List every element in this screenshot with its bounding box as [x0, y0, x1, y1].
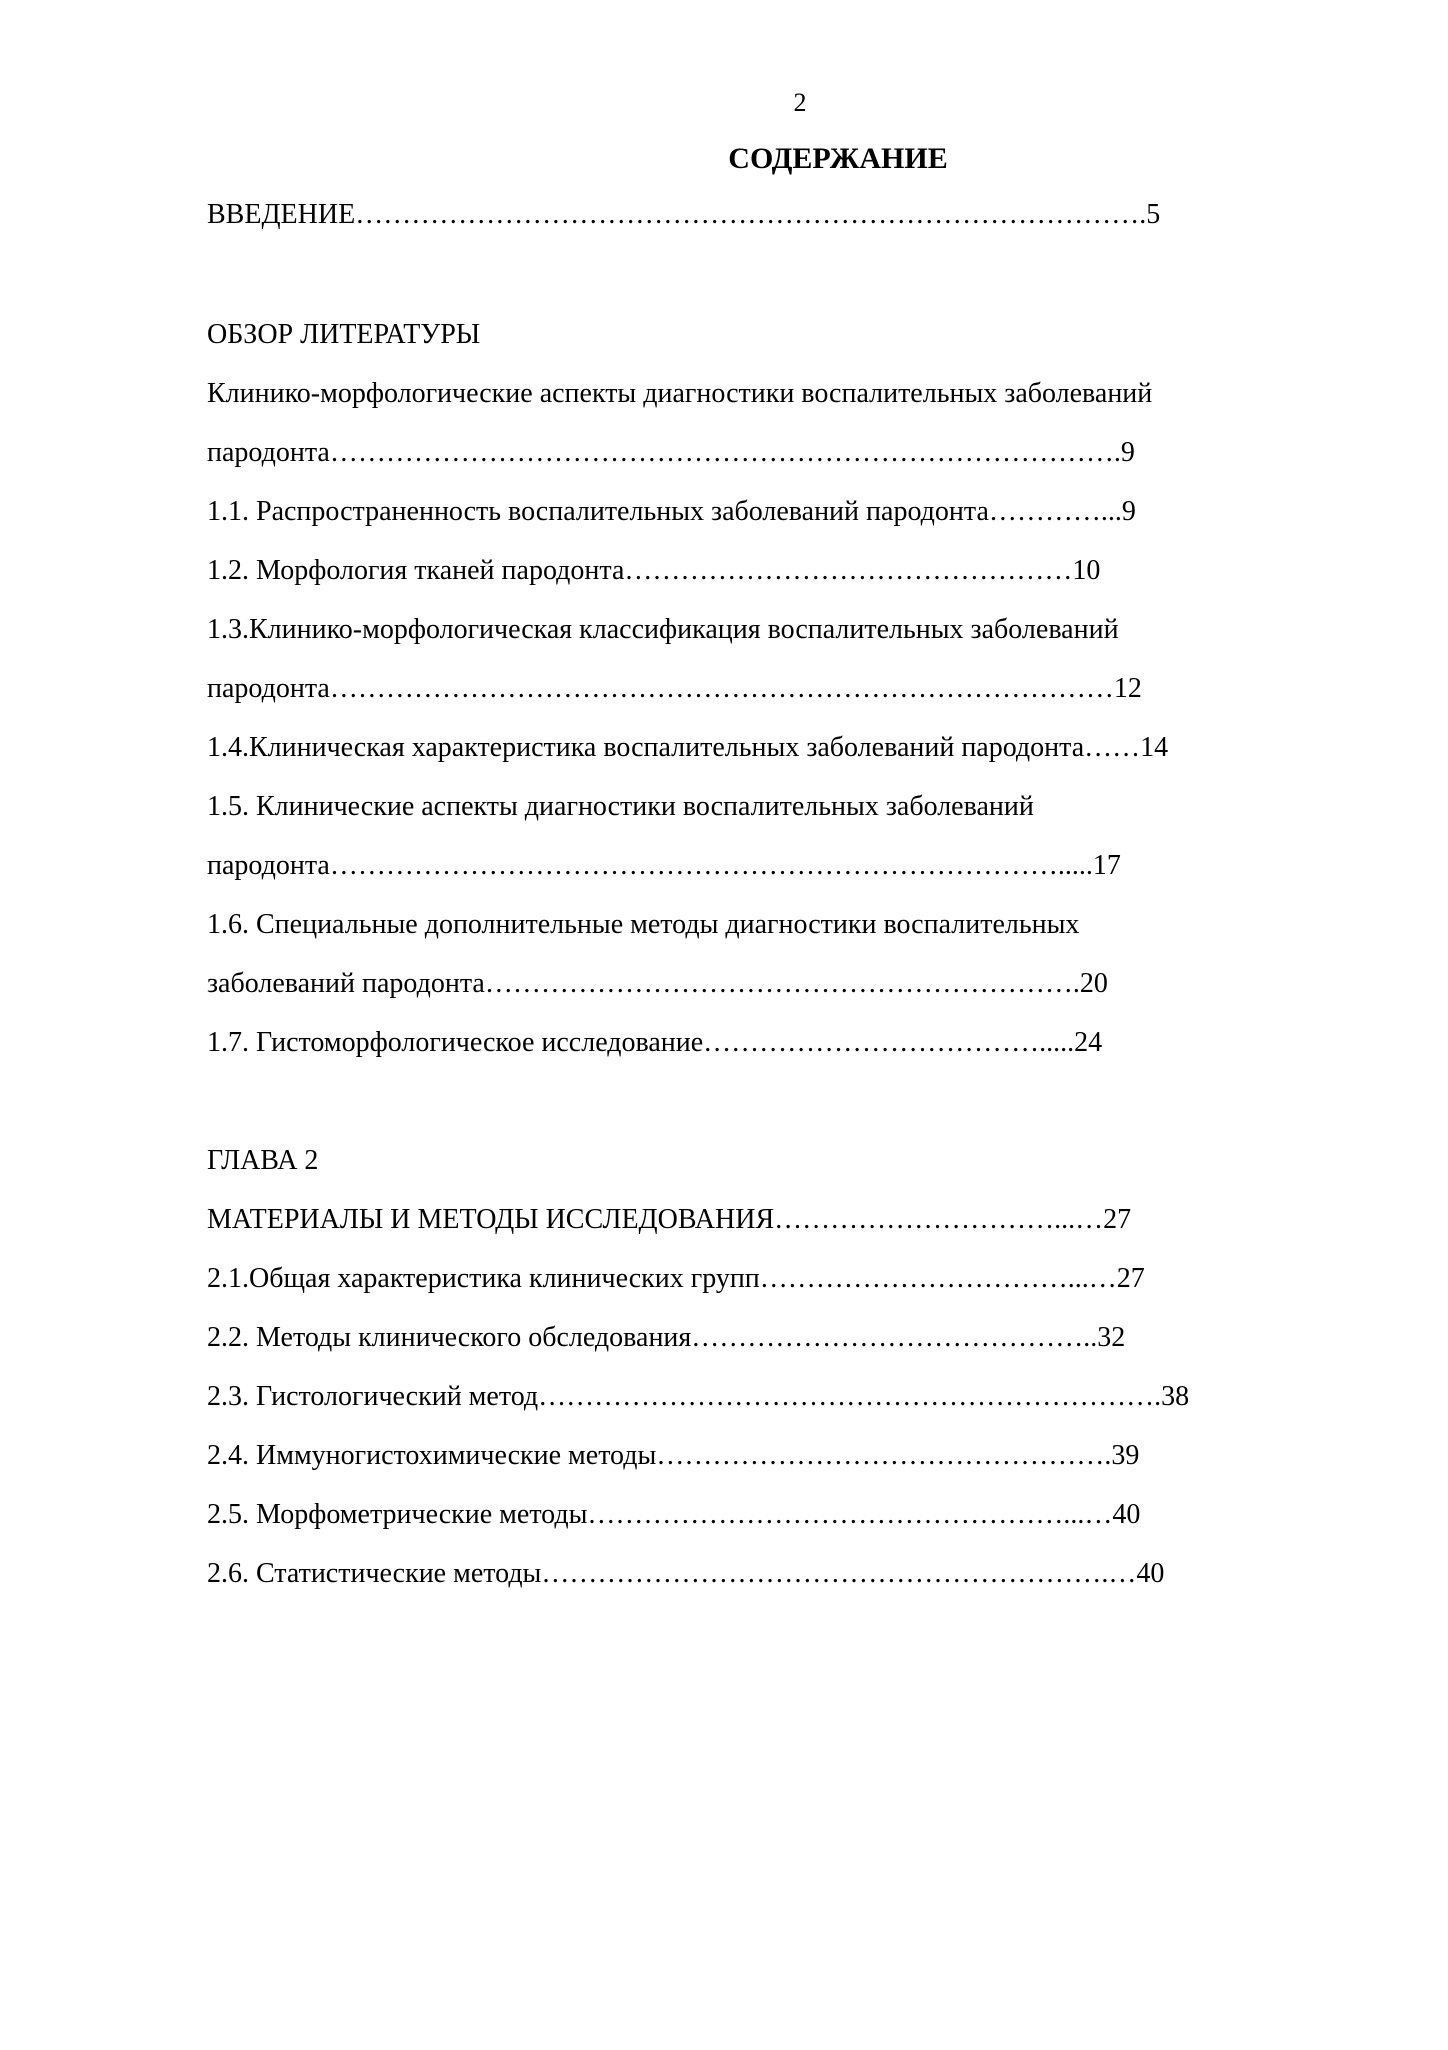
toc-entry-2-2: 2.2. Методы клинического обследования……………………………………..32 [207, 1322, 1126, 1353]
toc-entry-1-5: 1.5. Клинические аспекты диагностики воспалительных заболеваний [207, 791, 1034, 822]
toc-entry-1-3: 1.3.Клинико-морфологическая классификация воспалительных заболеваний [207, 614, 1119, 645]
toc-entry-1-5-cont: пародонта…………………………………………………………………….....17 [207, 850, 1121, 881]
toc-entry-introduction: ВВЕДЕНИЕ………………………………………………………………………….5 [207, 199, 1161, 230]
toc-heading-literature-review: ОБЗОР ЛИТЕРАТУРЫ [207, 319, 481, 350]
toc-entry-2-3: 2.3. Гистологический метод………………………………………………………….38 [207, 1381, 1190, 1412]
toc-entry-1-3-cont: пародонта…………………………………………………………………………12 [207, 673, 1142, 704]
toc-entry-materials-methods: МАТЕРИАЛЫ И МЕТОДЫ ИССЛЕДОВАНИЯ…………………………...…27 [207, 1204, 1132, 1235]
page-number: 2 [793, 88, 807, 117]
toc-entry-2-1: 2.1.Общая характеристика клинических групп……………………………...…27 [207, 1263, 1145, 1294]
toc-entry-2-5: 2.5. Морфометрические методы……………………………………………...…40 [207, 1499, 1141, 1530]
toc-heading-chapter-2: ГЛАВА 2 [207, 1145, 319, 1176]
toc-entry-1-6-cont: заболеваний пародонта……………………………………………………….20 [207, 968, 1108, 999]
toc-entry-1-7: 1.7. Гистоморфологическое исследование……………………………….....24 [207, 1027, 1103, 1058]
toc-entry-2-4: 2.4. Иммуногистохимические методы………………………………………….39 [207, 1440, 1140, 1471]
toc-title: СОДЕРЖАНИЕ [728, 142, 948, 175]
toc-entry-1-4: 1.4.Клиническая характеристика воспалительных заболеваний пародонта……14 [207, 732, 1169, 763]
toc-entry-1-1: 1.1. Распространенность воспалительных заболеваний пародонта…………...9 [207, 496, 1136, 527]
toc-entry-1-6: 1.6. Специальные дополнительные методы диагностики воспалительных [207, 909, 1080, 940]
toc-entry-1-2: 1.2. Морфология тканей пародонта…………………………………………10 [207, 555, 1101, 586]
toc-entry-2-6: 2.6. Статистические методы…………………………………………………….…40 [207, 1558, 1165, 1589]
toc-entry-clinical-morphological-aspects: Клинико-морфологические аспекты диагностики воспалительных заболеваний [207, 378, 1153, 409]
toc-entry-clinical-morphological-aspects-cont: пародонта………………………………………………………………………….9 [207, 437, 1135, 468]
